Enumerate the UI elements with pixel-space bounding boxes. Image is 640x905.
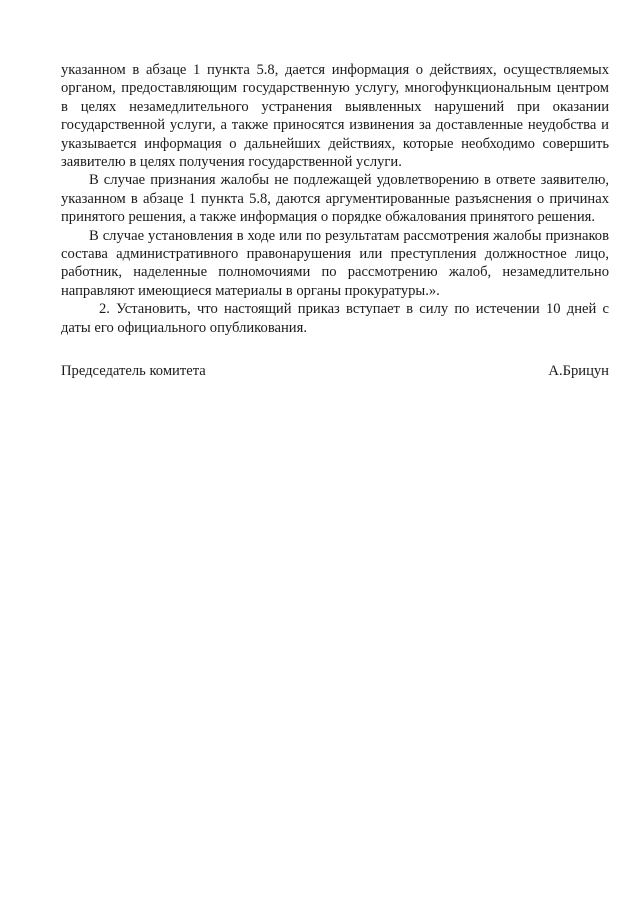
document-body	[61, 61, 609, 337]
signature-block	[61, 362, 609, 380]
signatory-position: Председатель комитета	[61, 363, 206, 379]
paragraph-rejection: В случае признания жалобы не подлежащей удовлетворению в ответе заявителю, указанном в абзаце 1 пункта 5.8, даются аргументированные разъяснения о причинах принятого решения, а также информация о порядке обжалования принятого решения.	[61, 172, 609, 226]
signatory-name: А.Брицун	[548, 363, 609, 379]
paragraph-item-2: 2. Установить, что настоящий приказ вступает в силу по истечении 10 дней с даты его официального опубликования.	[61, 301, 609, 336]
paragraph-prosecution: В случае установления в ходе или по результатам рассмотрения жалобы признаков состава административного правонарушения или преступления должностное лицо, работник, наделенные полномочиями по рассмотрению жалоб, незамедлительно направляют имеющиеся материалы в органы прокуратуры.».	[61, 227, 609, 299]
paragraph-continuation: указанном в абзаце 1 пункта 5.8, дается информация о действиях, осуществляемых органом, предоставляющим государственную услугу, многофункциональным центром в целях незамедлительного устранения выявленных нарушений при оказании государственной услуги, а также приносятся извинения за доставленные неудобства и указывается информация о дальнейших действиях, которые необходимо совершить заявителю в целях получения государственной услуги.	[61, 62, 609, 171]
